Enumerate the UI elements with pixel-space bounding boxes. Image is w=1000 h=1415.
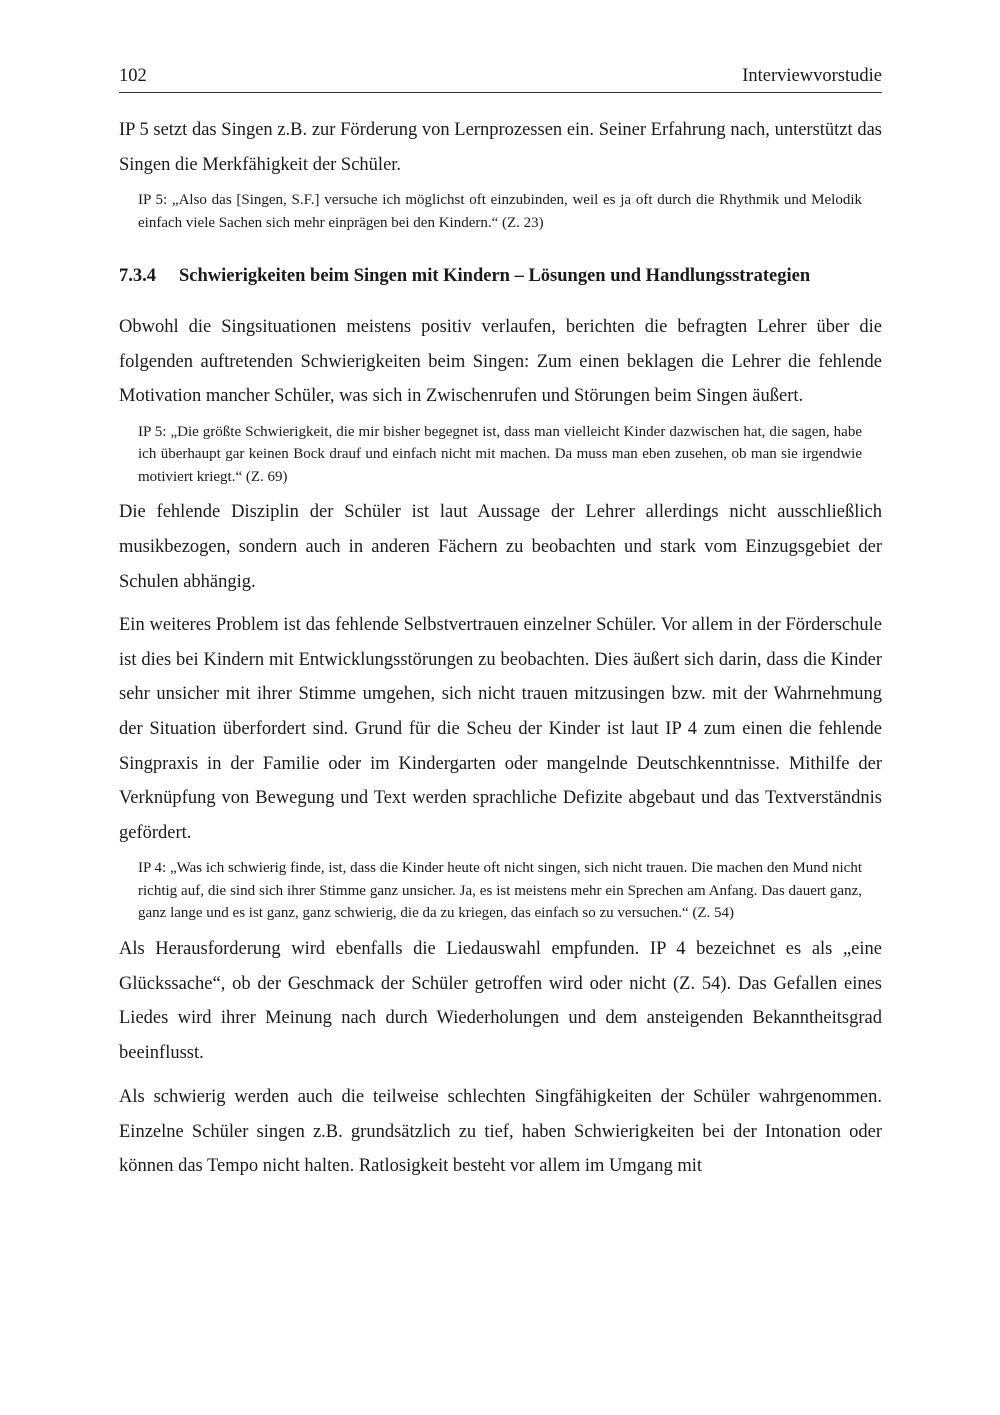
interview-quote-1: IP 5: „Also das [Singen, S.F.] versuche ich möglichst oft einzubinden, weil es ja oft durch die Rhythmik und Melodik einfach viele Sachen sich mehr einprägen bei den Kindern.“ (Z. 23) (138, 192, 862, 231)
paragraph-4: Ein weiteres Problem ist das fehlende Selbstvertrauen einzelner Schüler. Vor allem in der Förderschule ist dies bei Kindern mit Entwicklungsstörungen zu beobachten. Dies äußert sich darin, dass die Kinder sehr unsicher mit ihrer Stimme umgehen, sich nicht trauen mitzusingen bzw. mit der Wahrnehmung der Situation überfordert sind. Grund für die Scheu der Kinder ist laut IP 4 zum einen die fehlende Singpraxis in der Familie oder im Kindergarten oder mangelnde Deutschkenntnisse. Mithilfe der Verknüpfung von Bewegung und Text werden sprachliche Defizite abgebaut und das Textverständnis gefördert. (119, 615, 882, 843)
paragraph-6: Als schwierig werden auch die teilweise schlechten Singfähigkeiten der Schüler wahrgenommen. Einzelne Schüler singen z.B. grundsätzlich zu tief, haben Schwierigkeiten bei der Intonation oder können das Tempo nicht halten. Ratlosigkeit besteht vor allem im Umgang mit (119, 1087, 882, 1177)
paragraph-1: IP 5 setzt das Singen z.B. zur Förderung von Lernprozessen ein. Seiner Erfahrung nach, unterstützt das Singen die Merkfähigkeit der Schüler. (119, 120, 882, 175)
interview-quote-2: IP 5: „Die größte Schwierigkeit, die mir bisher begegnet ist, dass man vielleicht Kinder dazwischen hat, die sagen, habe ich überhaupt gar keinen Bock drauf und einfach nicht mit machen. Da muss man eben zusehen, ob man sie irgendwie motiviert kriegt.“ (Z. 69) (138, 423, 862, 485)
running-header (119, 64, 882, 93)
paragraph-5: Als Herausforderung wird ebenfalls die Liedauswahl empfunden. IP 4 bezeichnet es als „eine Glückssache“, ob der Geschmack der Schüler getroffen wird oder nicht (Z. 54). Das Gefallen eines Liedes wird ihrer Meinung nach durch Wiederholungen und dem ansteigenden Bekanntheitsgrad beeinflusst. (119, 938, 882, 1063)
section-number: 7.3.4 (119, 266, 156, 287)
page-number: 102 (119, 66, 147, 86)
section-title: Schwierigkeiten beim Singen mit Kindern – Lösungen und Handlungsstrategien (179, 266, 811, 287)
body-text (119, 113, 882, 1184)
paragraph-3: Die fehlende Disziplin der Schüler ist laut Aussage der Lehrer allerdings nicht ausschließlich musikbezogen, sondern auch in anderen Fächern zu beobachten und stark vom Einzugsgebiet der Schulen abhängig. (119, 502, 882, 592)
chapter-title: Interviewvorstudie (742, 66, 882, 86)
section-heading (119, 263, 882, 289)
interview-quote-3: IP 4: „Was ich schwierig finde, ist, dass die Kinder heute oft nicht singen, sich nicht trauen. Die machen den Mund nicht richtig auf, die sind sich ihrer Stimme ganz unsicher. Ja, es ist meistens mehr ein Sprechen am Anfang. Das dauert ganz, ganz lange und es ist ganz, ganz schwierig, die da zu kriegen, das einfach so zu versuchen.“ (Z. 54) (138, 860, 862, 922)
paragraph-2: Obwohl die Singsituationen meistens positiv verlaufen, berichten die befragten Lehrer über die folgenden auftretenden Schwierigkeiten beim Singen: Zum einen beklagen die Lehrer die fehlende Motivation mancher Schüler, was sich in Zwischenrufen und Störungen beim Singen äußert. (119, 317, 882, 407)
